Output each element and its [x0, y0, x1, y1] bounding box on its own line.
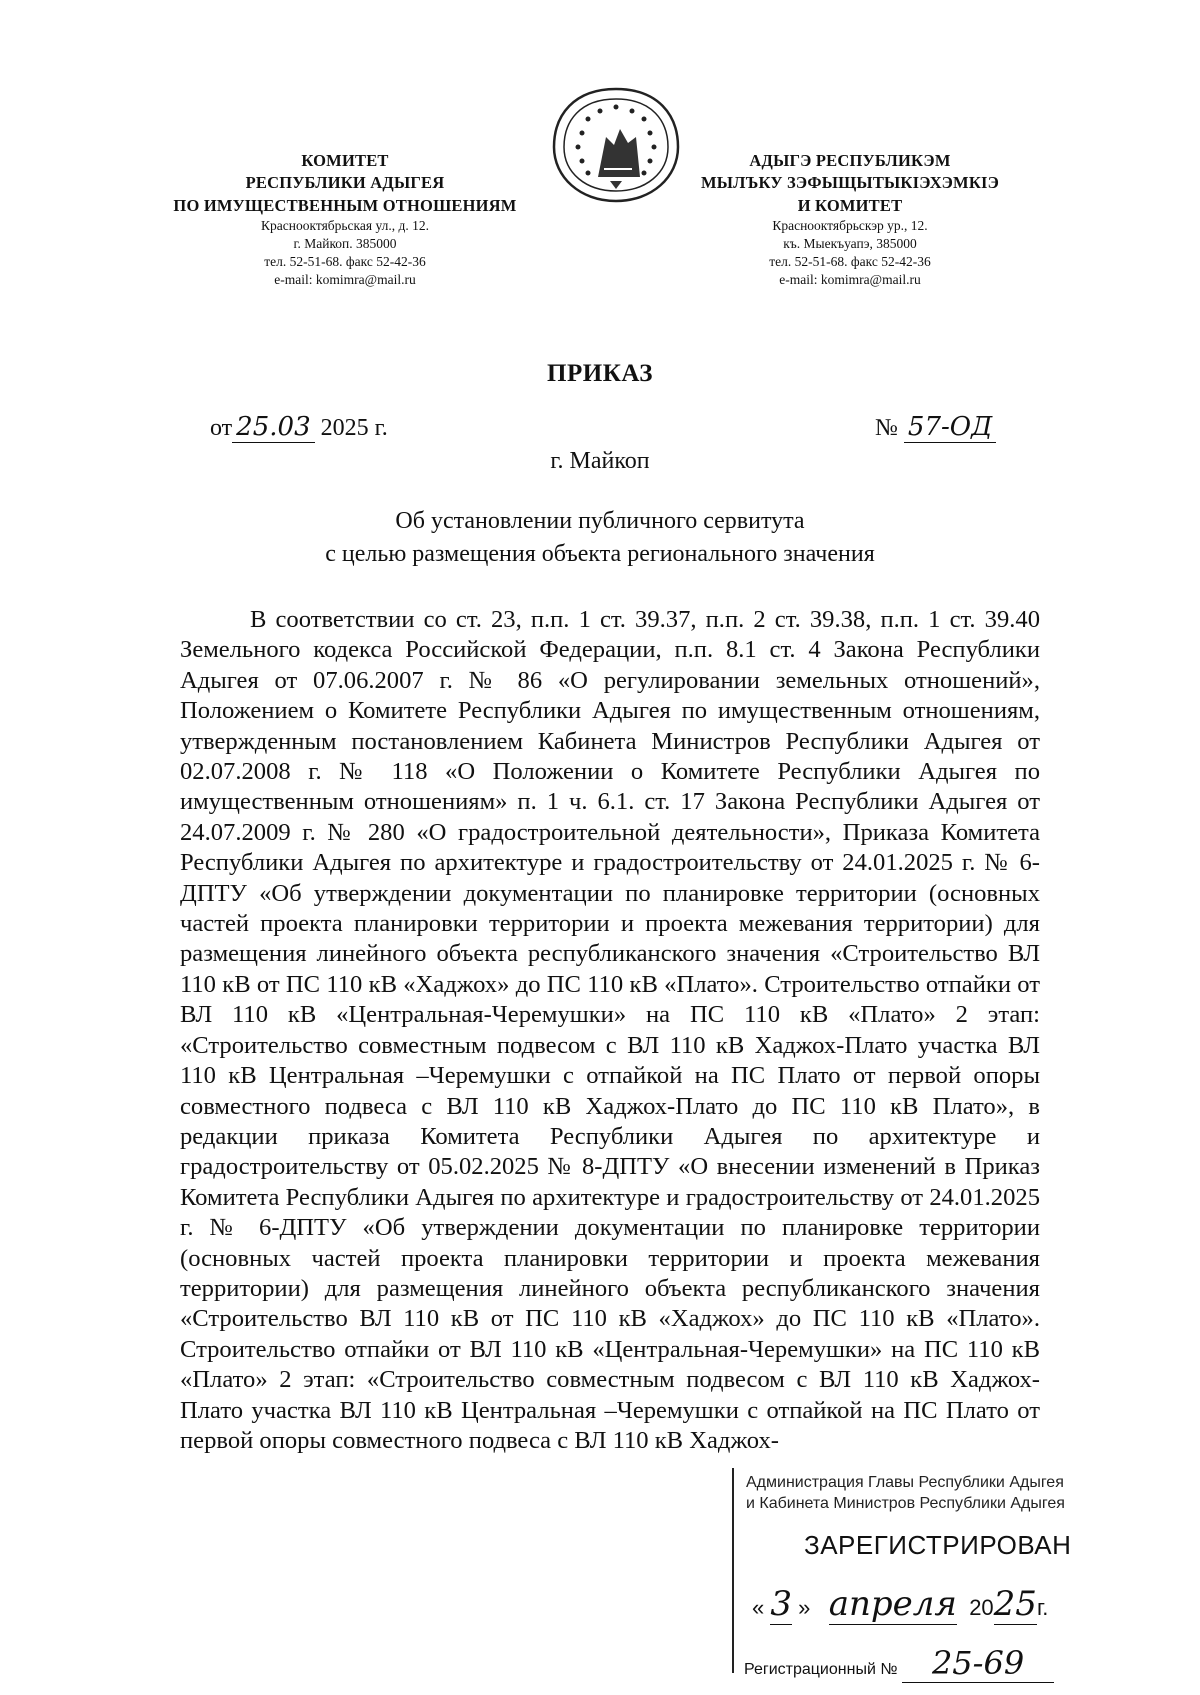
org-name-line3: И КОМИТЕТ [797, 195, 903, 215]
stamp-reg-label: Регистрационный № [744, 1661, 898, 1678]
document-title: ПРИКАЗ [547, 360, 653, 387]
handwritten-number: 57-ОД [904, 412, 996, 443]
stamp-reg-number: 25-69 [902, 1644, 1054, 1683]
number-prefix: № [875, 415, 898, 441]
date-prefix: от [210, 415, 233, 441]
org-city: къ. Мыекъуапэ, 385000 [783, 236, 917, 252]
document-subject [0, 505, 1200, 570]
date-suffix: 2025 г. [320, 415, 388, 441]
org-name-line2: РЕСПУБЛИКИ АДЫГЕЯ [245, 173, 445, 193]
org-phone: тел. 52-51-68. факс 52-42-36 [769, 254, 931, 270]
header-right [680, 150, 1020, 290]
handwritten-date: 25.03 [232, 412, 314, 443]
stamp-day: 3 [770, 1584, 793, 1624]
order-number [875, 412, 996, 442]
org-address: Краснооктябрьскэр ур., 12. [772, 217, 928, 233]
org-name-line1: АДЫГЭ РЕСПУБЛИКЭМ [749, 151, 951, 170]
stamp-year-prefix: 20 [969, 1595, 994, 1620]
stamp-year-end: г. [1036, 1595, 1049, 1620]
header-left [165, 150, 525, 290]
org-email: e-mail: komimra@mail.ru [779, 272, 921, 288]
stamp-org-line1: Администрация Главы Республики Адыгея [746, 1474, 1064, 1491]
stamp-title: ЗАРЕГИСТРИРОВАН [804, 1530, 1072, 1560]
subject-line1: Об установлении публичного сервитута [395, 508, 805, 534]
stamp-org-line2: и Кабинета Министров Республики Адыгея [746, 1495, 1065, 1512]
order-date [210, 412, 388, 442]
org-email: e-mail: komimra@mail.ru [274, 272, 416, 288]
coat-of-arms-icon [548, 85, 684, 205]
org-name-line2: МЫЛЪКУ ЗЭФЫЩЫТЫКIЭХЭМКIЭ [700, 173, 1000, 193]
stamp-org [746, 1472, 1065, 1514]
stamp-registration [744, 1644, 1129, 1682]
subject-line2: с целью размещения объекта регионального значения [325, 540, 875, 567]
stamp-quote-open: « [752, 1595, 765, 1620]
registration-stamp [732, 1468, 1132, 1682]
stamp-month: апреля [828, 1584, 957, 1624]
org-address: Краснооктябрьская ул., д. 12. [261, 217, 429, 233]
org-name-line1: КОМИТЕТ [301, 151, 389, 170]
stamp-date [752, 1584, 1132, 1625]
stamp-quote-close: » [798, 1595, 811, 1620]
org-city: г. Майкоп. 385000 [293, 236, 397, 252]
document-city: г. Майкоп [550, 448, 650, 474]
org-name-line3: ПО ИМУЩЕСТВЕННЫМ ОТНОШЕНИЯМ [173, 195, 517, 215]
org-phone: тел. 52-51-68. факс 52-42-36 [264, 254, 426, 270]
document-body: В соответствии со ст. 23, п.п. 1 ст. 39.37, п.п. 2 ст. 39.38, п.п. 1 ст. 39.40 Земельного кодекса Российской Федерации, п.п. 8.1 ст. 4 Закона Республики Адыгея от 07.06.2007 г. № 86 «О регулировании земельных отношений», Положением о Комитете Республики Адыгея по имущественным отношениям, утвержденным постановлением Кабинета Министров Республики Адыгея от 02.07.2008 г. № 118 «О Положении о Комитете Республики Адыгея по имущественным отношениям» п. 1 ч. 6.1. ст. 17 Закона Республики Адыгея от 24.07.2009 г. № 280 «О градостроительной деятельности», Приказа Комитета Республики Адыгея по архитектуре и градостроительству от 24.01.2025 г. № 6-ДПТУ «Об утверждении документации по планировке территории (основных частей проекта планировки территории и проекта межевания территории) для размещения линейного объекта республиканского значения «Строительство ВЛ 110 кВ от ПС 110 кВ «Хаджох» до ПС 110 кВ «Плато». Строительство отпайки от ВЛ 110 кВ «Центральная-Черемушки» на ПС 110 кВ «Плато» 2 этап: «Строительство совместным подвесом с ВЛ 110 кВ Хаджох-Плато участка ВЛ 110 кВ Центральная –Черемушки с отпайкой на ПС Плато от первой опоры совместного подвеса с ВЛ 110 кВ Хаджох-Плато до ПС 110 кВ Плато», в редакции приказа Комитета Республики Адыгея по архитектуре и градостроительству от 05.02.2025 № 8-ДПТУ «О внесении изменений в Приказ Комитета Республики Адыгея по архитектуре и градостроительству от 24.01.2025 г. № 6-ДПТУ «Об утверждении документации по планировке территории (основных частей проекта планировки территории и проекта межевания территории) для размещения линейного объекта республиканского значения «Строительство ВЛ 110 кВ от ПС 110 кВ «Хаджох» до ПС 110 кВ «Плато». Строительство отпайки от ВЛ 110 кВ «Центральная-Черемушки» на ПС 110 кВ «Плато» 2 этап: «Строительство совместным подвесом с ВЛ 110 кВ Хаджох-Плато участка ВЛ 110 кВ Центральная –Черемушки с отпайкой на ПС Плато от первой опоры совместного подвеса с ВЛ 110 кВ Хаджох- [180, 606, 1040, 1454]
stamp-year-suffix: 25 [993, 1584, 1037, 1624]
